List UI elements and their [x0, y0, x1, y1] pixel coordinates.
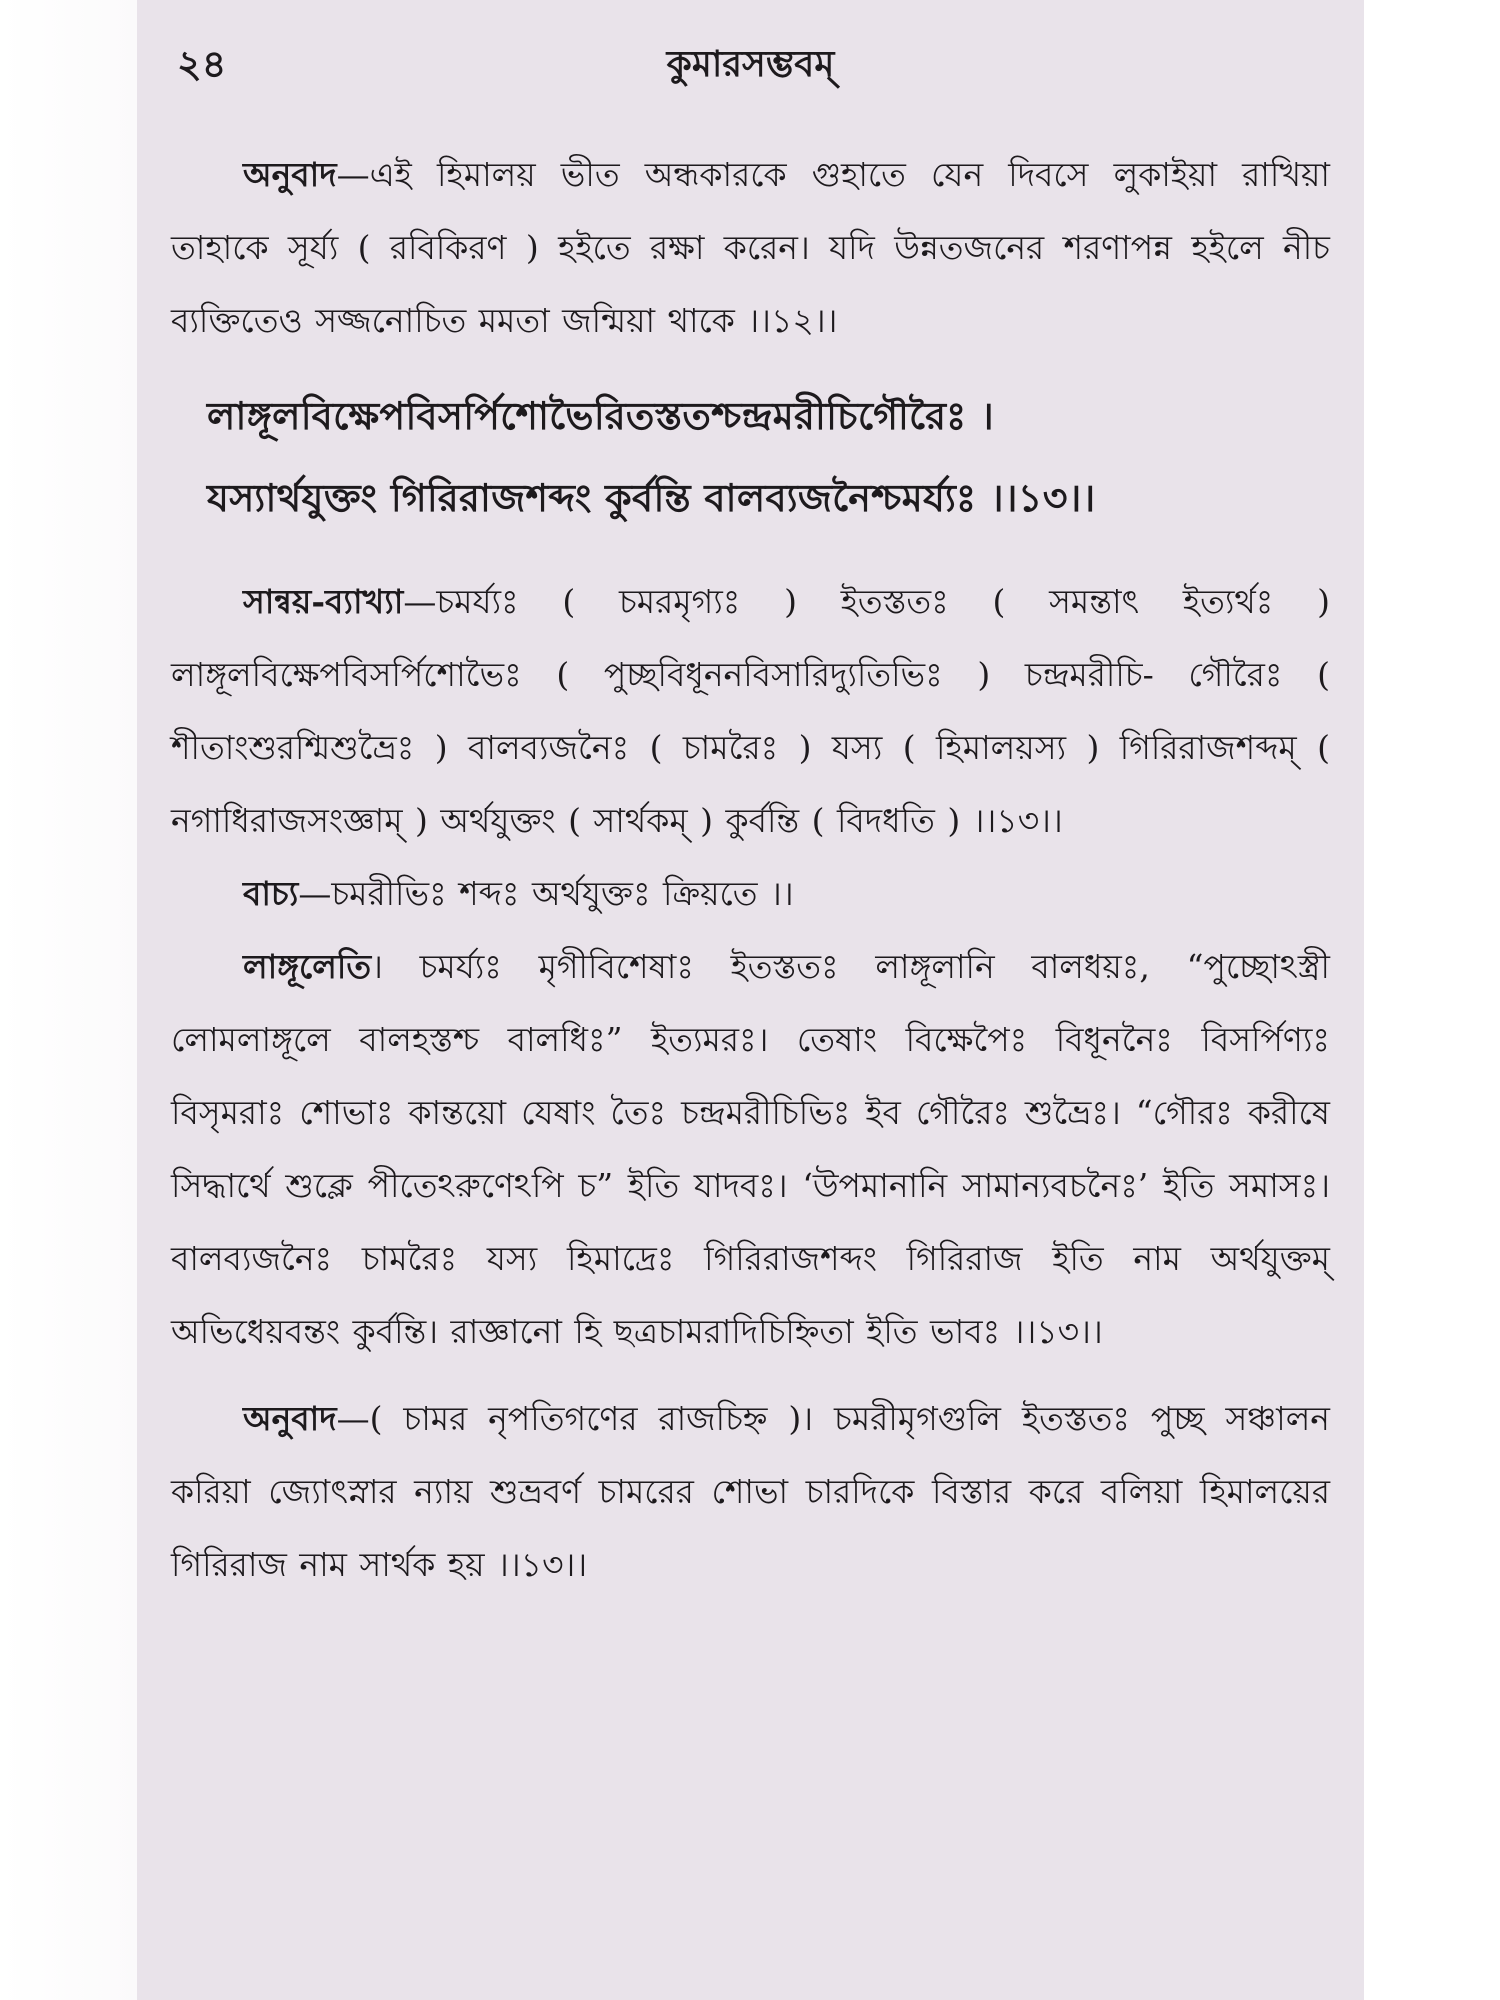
vachya-label: বাচ্য: [243, 874, 299, 913]
spacer: [171, 1368, 1330, 1382]
commentary-paragraph: [171, 930, 1330, 1368]
anvaya-label: সান্বয়-ব্যাখ্যা: [243, 582, 404, 621]
anvaya-text: —চমর্য্যঃ ( চমরমৃগ্যঃ ) ইতস্ততঃ ( সমন্তাৎ ইত্যর্থঃ ) লাঙ্গূলবিক্ষেপবিসর্পিশোভৈঃ ( পুচ্ছবিধূননবিসারিদ্যুতিভিঃ ) চন্দ্রমরীচি- গৌরৈঃ ( শীতাংশুরশ্মিশুভ্রৈঃ ) বালব্যজনৈঃ ( চামরৈঃ ) যস্য ( হিমালয়স্য ) গিরিরাজশব্দম্ ( নগাধিরাজসংজ্ঞাম্ ) অর্থযুক্তং ( সার্থকম্ ) কুর্বন্তি ( বিদধতি ) ।।১৩।।: [171, 582, 1330, 840]
translation-text-2: —( চামর নৃপতিগণের রাজচিহ্ন )। চমরীমৃগগুলি ইতস্ততঃ পুচ্ছ সঞ্চালন করিয়া জ্যোৎস্নার ন্যায় শুভ্রবর্ণ চামরের শোভা চারদিকে বিস্তার করে বলিয়া হিমালয়ের গিরিরাজ নাম সার্থক হয় ।।১৩।।: [171, 1399, 1330, 1584]
translation-paragraph-2: [171, 1382, 1330, 1601]
page-number: ২৪: [177, 41, 227, 86]
translation-label: অনুবাদ: [243, 155, 337, 194]
commentary-text: । চমর্য্যঃ মৃগীবিশেষাঃ ইতস্ততঃ লাঙ্গূলানি বালধয়ঃ, “পুচ্ছোঽস্ত্রী লোমলাঙ্গূলে বালহস্তশ্চ বালধিঃ” ইত্যমরঃ। তেষাং বিক্ষেপৈঃ বিধূননৈঃ বিসর্পিণ্যঃ বিসৃমরাঃ শোভাঃ কান্তয়ো যেষাং তৈঃ চন্দ্রমরীচিভিঃ ইব গৌরৈঃ শুভ্রৈঃ। “গৌরঃ করীষে সিদ্ধার্থে শুক্লে পীতেঽরুণেঽপি চ” ইতি যাদবঃ। ‘উপমানানি সামান্যবচনৈঃ’ ইতি সমাসঃ। বালব্যজনৈঃ চামরৈঃ যস্য হিমাদ্রেঃ গিরিরাজশব্দং গিরিরাজ ইতি নাম অর্থযুক্তম্ অভিধেয়বন্তং কুর্বন্তি। রাজ্ঞানো হি ছত্রচামরাদিচিহ্নিতা ইতি ভাবঃ ।।১৩।।: [171, 947, 1330, 1351]
running-title: কুমারসম্ভবম্: [666, 43, 835, 85]
page-margin-right: [1364, 0, 1500, 2000]
vachya-text: —চমরীভিঃ শব্দঃ অর্থযুক্তঃ ক্রিয়তে ।।: [298, 874, 794, 913]
verse-line-2: যস্যার্থযুক্তং গিরিরাজশব্দং কুর্বন্তি বালব্যজনৈশ্চমর্য্যঃ ।।১৩।।: [207, 475, 1096, 520]
vachya-paragraph: [171, 857, 1330, 930]
page-header: [171, 34, 1330, 94]
sanskrit-verse: [171, 375, 1330, 539]
anvaya-paragraph: [171, 565, 1330, 857]
commentary-label: লাঙ্গূলেতি: [243, 947, 372, 986]
page-margin-left: [0, 0, 137, 2000]
translation-label-2: অনুবাদ: [243, 1399, 337, 1438]
translation-text: —এই হিমালয় ভীত অন্ধকারকে গুহাতে যেন দিবসে লুকাইয়া রাখিয়া তাহাকে সূর্য্য ( রবিকিরণ ) হইতে রক্ষা করেন। যদি উন্নতজনের শরণাপন্ন হইলে নীচ ব্যক্তিতেও সজ্জনোচিত মমতা জন্মিয়া থাকে ।।১২।।: [171, 155, 1330, 340]
book-page: [137, 0, 1364, 2000]
translation-paragraph-1: [171, 138, 1330, 357]
verse-line-1: লাঙ্গূলবিক্ষেপবিসর্পিশোভৈরিতস্ততশ্চন্দ্রমরীচিগৌরৈঃ ।: [207, 393, 995, 438]
